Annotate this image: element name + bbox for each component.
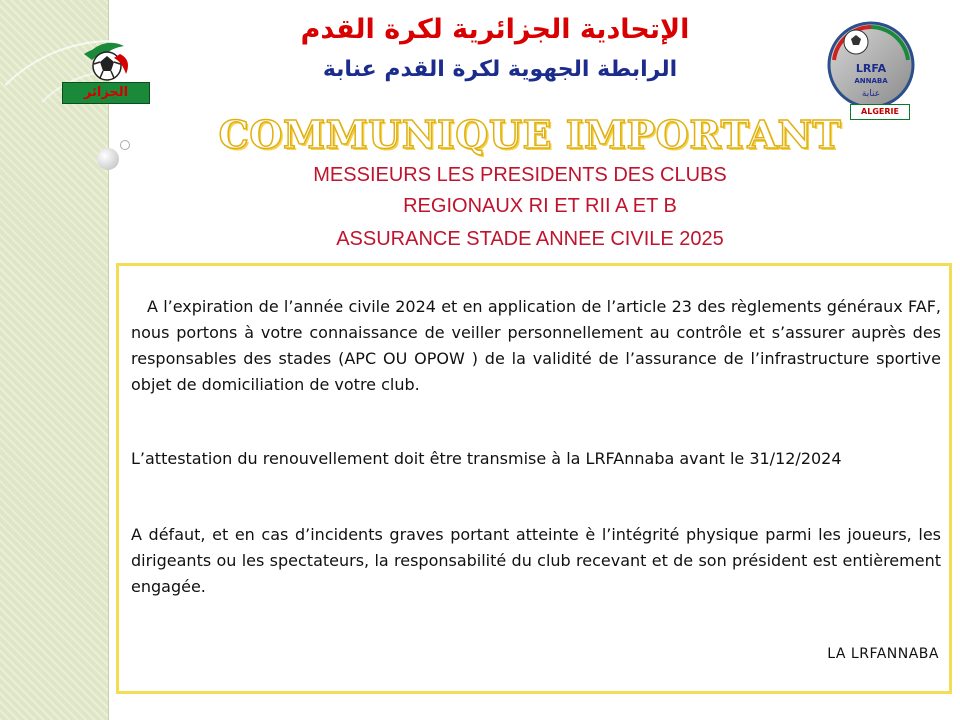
body-paragraph-2: L’attestation du renouvellement doit être transmise à la LRFAnnaba avant le 31/12/2024 xyxy=(131,449,842,468)
lrfa-logo-initials: LRFA xyxy=(855,62,887,75)
subtitle-line-1: MESSIEURS LES PRESIDENTS DES CLUBS xyxy=(313,164,727,186)
federation-arabic-title: الإتحادية الجزائرية لكرة القدم xyxy=(300,14,690,45)
lrfa-annaba-logo xyxy=(826,20,916,110)
decorative-bubble xyxy=(97,148,119,170)
decorative-side-strip xyxy=(0,0,109,720)
lrfa-logo-city: ANNABA xyxy=(854,77,888,85)
league-arabic-title: الرابطة الجهوية لكرة القدم عنابة xyxy=(322,57,678,82)
communique-body-box xyxy=(116,263,952,694)
communique-title: COMMUNIQUE IMPORTANT xyxy=(218,112,842,157)
lrfa-logo-badge: ALGERIE xyxy=(850,104,910,120)
subtitle-line-3: ASSURANCE STADE ANNEE CIVILE 2025 xyxy=(336,228,724,250)
lrfa-logo-arabic: عنابة xyxy=(861,89,881,99)
signature: LA LRFANNABA xyxy=(827,646,939,662)
body-paragraph-3: A défaut, et en cas d’incidents graves portant atteinte è l’intégrité physique parmi les joueurs, les dirigeants ou les spectateurs, la responsabilité du club recevant et de son président est entièrement engagée. xyxy=(131,525,941,596)
decorative-bubble-small xyxy=(120,140,130,150)
faf-logo-badge: الجزائر xyxy=(62,82,150,104)
subtitle-line-2: REGIONAUX RI ET RII A ET B xyxy=(403,195,677,217)
body-paragraph-1: A l’expiration de l’année civile 2024 et en application de l’article 23 des règlements généraux FAF, nous portons à votre connaissance de veiller personnellement au contrôle et s’assurer auprès des responsables des stades (APC OU OPOW ) de la validité de l’assurance de l’infrastructure sportive objet de domiciliation de votre club. xyxy=(131,297,941,394)
